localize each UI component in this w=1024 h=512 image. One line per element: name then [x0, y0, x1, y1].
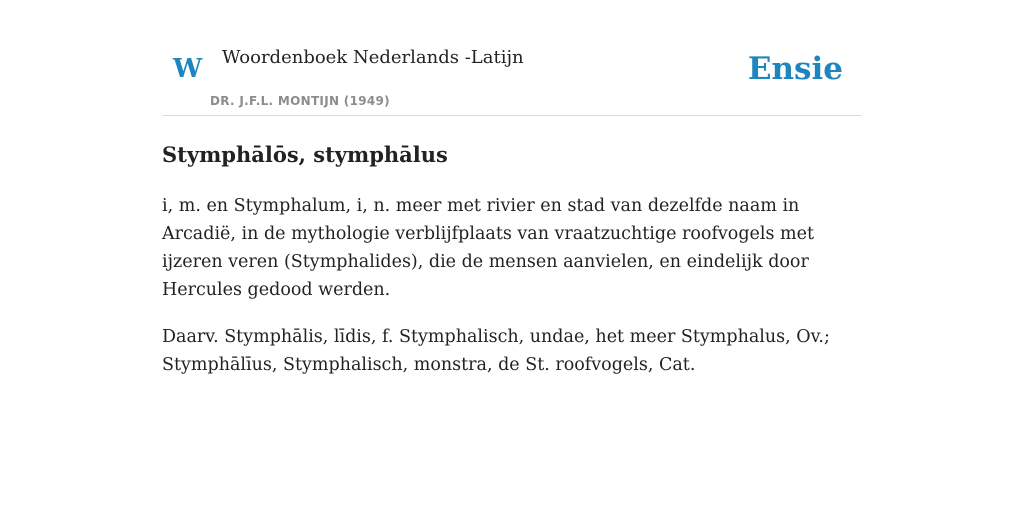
entry-derivation: Daarv. Stymphālis, līdis, f. Stymphalisch, undae, het meer Stymphalus, Ov.; Stymphālīus, Stymphalisch, monstra, de St. roofvogels, Cat.	[162, 327, 830, 375]
ensie-brand-logo[interactable]: Ensie	[747, 51, 843, 87]
dictionary-logo[interactable]: W	[173, 54, 203, 84]
dictionary-header	[162, 44, 862, 116]
dictionary-author: DR. J.F.L. MONTIJN (1949)	[210, 94, 390, 108]
entry-definition: i, m. en Stymphalum, i, n. meer met rivier en stad van dezelfde naam in Arcadië, in de mythologie verblijfplaats van vraatzuchtige roofvogels met ijzeren veren (Stymphalides), die de mensen aanvielen, en eindelijk door Hercules gedood werden.	[162, 196, 815, 300]
entry-headword: Stymphālōs, stymphālus	[162, 142, 448, 167]
dictionary-title-link[interactable]: Woordenboek Nederlands -Latijn	[222, 47, 524, 68]
dictionary-page	[162, 0, 862, 379]
